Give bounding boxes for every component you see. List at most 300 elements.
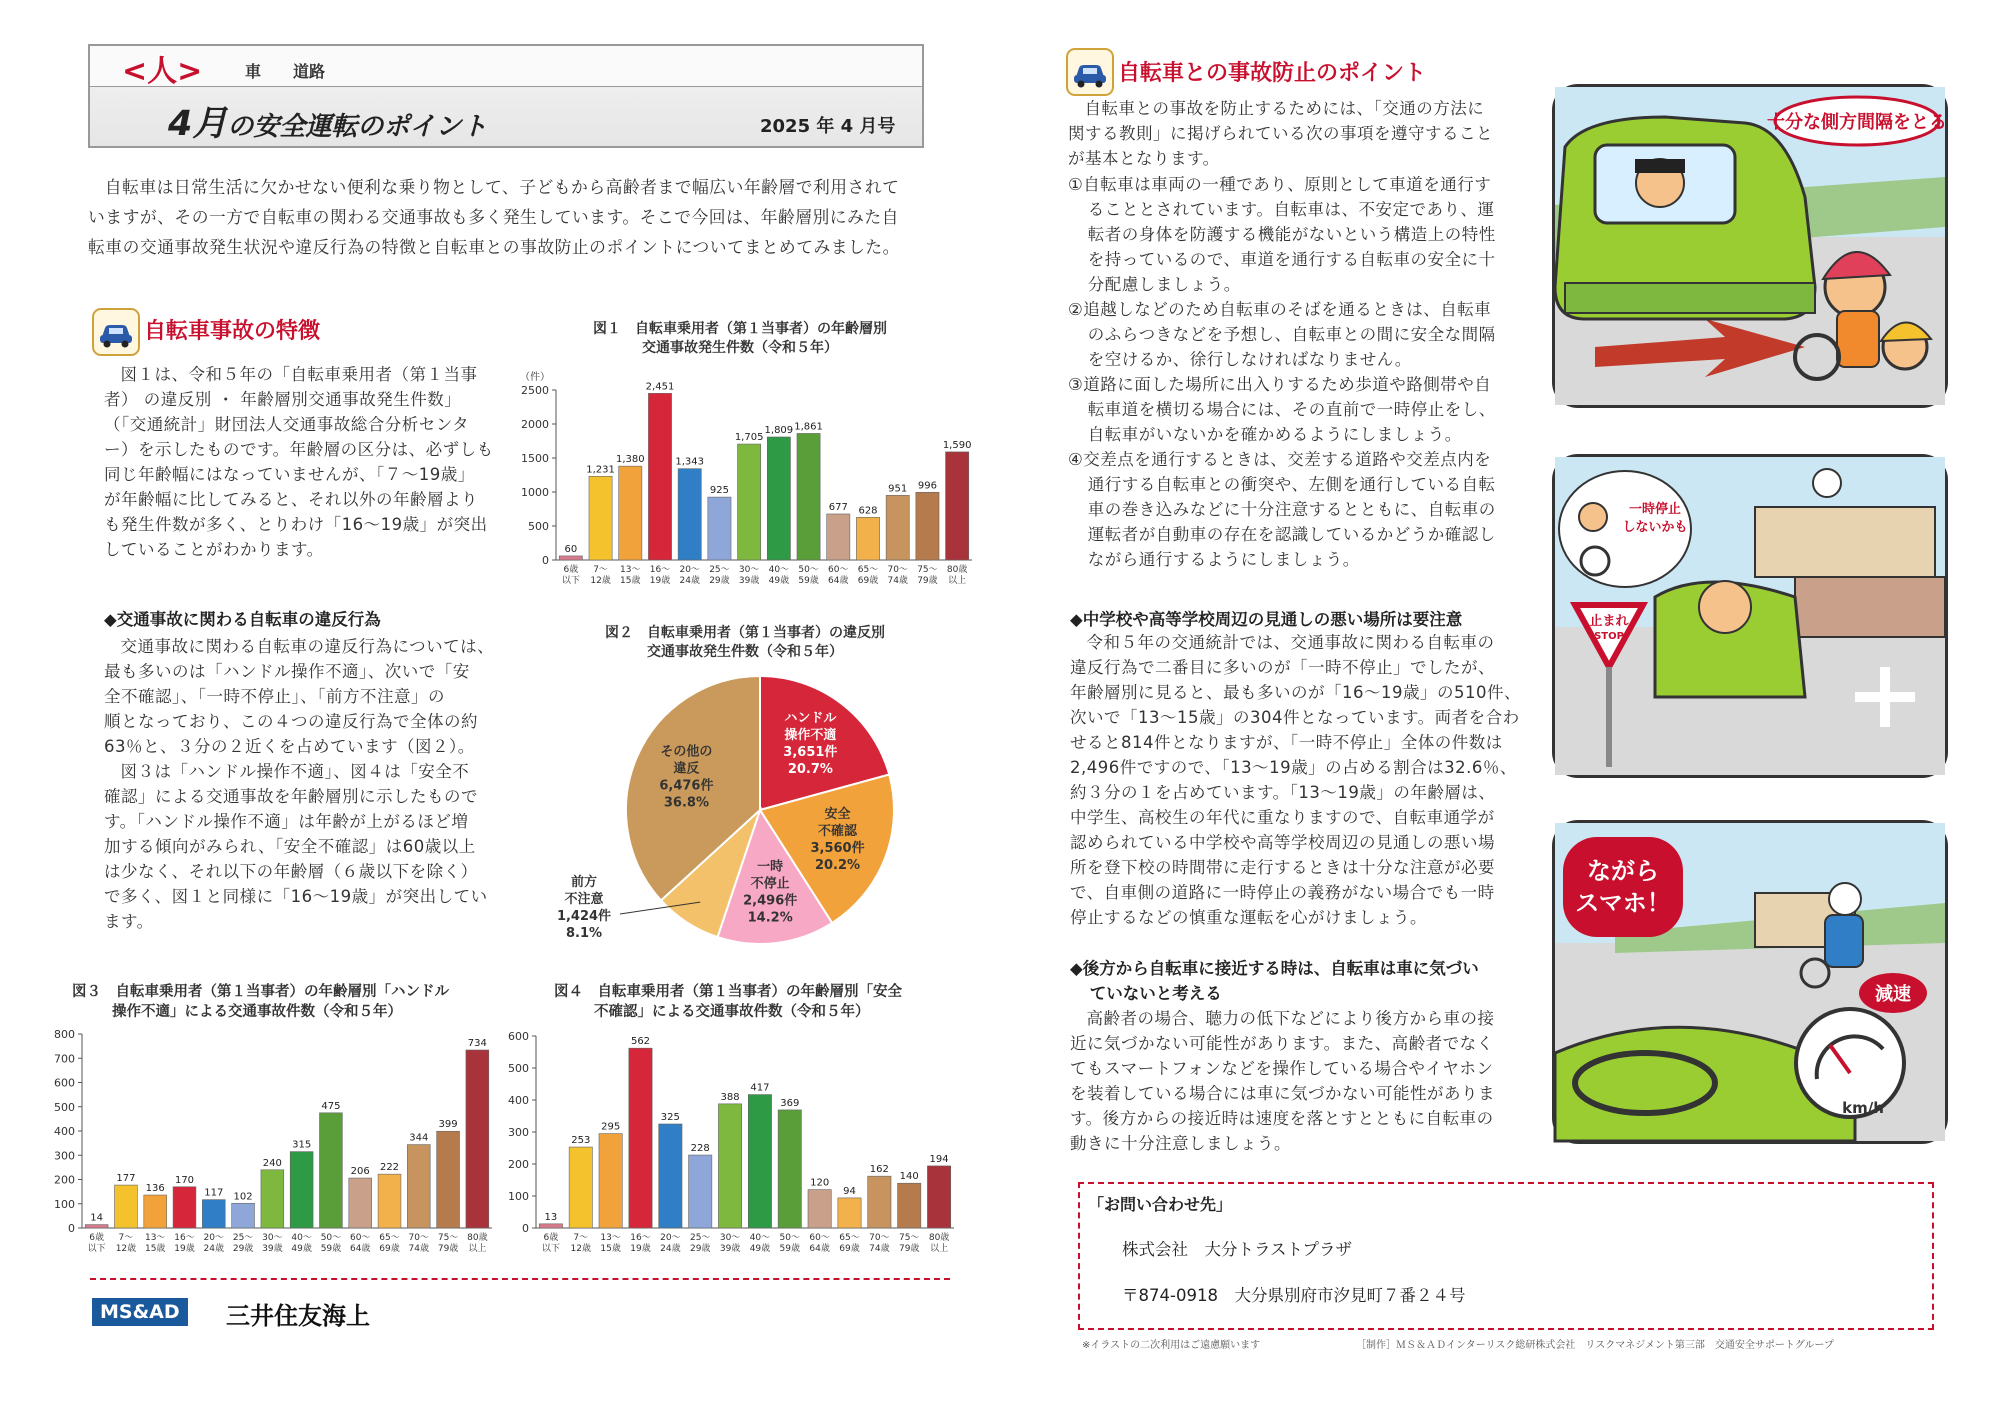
section2-sub2-paragraph [1070,1006,1550,1156]
x-tick-label: 69歳 [379,1244,400,1254]
ill3-bubble-line2: スマホ！ [1575,889,1671,917]
contact-label: 「お問い合わせ先」 [1088,1195,1233,1214]
bar [569,1147,592,1228]
section2-title: 自転車との事故防止のポイント [1118,61,1427,86]
bar [599,1134,622,1228]
x-tick-label: 69歳 [839,1244,860,1254]
x-tick-label: 40～ [749,1233,771,1243]
illustration-usage-note: ※イラストの二次利用はご遠慮願います [1082,1340,1261,1351]
data-label: 140 [899,1171,919,1183]
x-tick-label: 20～ [203,1233,225,1243]
slice-label: ハンドル [784,710,837,726]
section2-items [1068,172,1548,572]
slice-label: 不注意 [564,892,604,907]
section1-sub-line: 加する傾向がみられ、「安全不確認」は60歳以上 [104,837,476,856]
rule-line: を空けるか、徐行しなければなりません。 [1087,350,1412,369]
sub1-line: 次いで「13～15歳」の304件となっています。両者を合わ [1070,708,1520,727]
bar [407,1145,430,1228]
ill3-slow-text: 減速 [1875,984,1911,1005]
data-label: 925 [709,485,729,497]
x-tick-label: 6歳 [563,565,579,575]
x-tick-label: 79歳 [437,1244,459,1254]
bar [886,495,909,560]
bar [539,1224,562,1228]
data-label: 369 [780,1097,800,1109]
bar [927,1166,950,1228]
x-tick-label: 30～ [262,1233,283,1243]
fig3-title-line1: 図３ 自転車乗用者（第１当事者）の年齢層別「ハンドル [72,984,449,1000]
x-tick-label: 74歳 [869,1244,890,1254]
data-label: 2,451 [645,381,675,393]
sub1-line: 約３分の１を占めています。「13～19歳」の年齢層は、 [1070,783,1496,802]
bar [378,1174,401,1228]
x-tick-label: 60～ [349,1233,371,1243]
section2-intro-line: 自転車との事故を防止するためには、「交通の方法に [1084,99,1485,118]
slice-percent: 14.2% [747,910,793,926]
header-mark: <人> [122,54,203,89]
x-tick-label: 64歳 [349,1244,371,1254]
y-tick-label: 500 [528,520,549,533]
slice-percent: 20.7% [787,761,833,777]
x-tick-label: 49歳 [291,1244,312,1254]
data-label: 102 [233,1191,253,1203]
bar [619,466,642,560]
bar [232,1203,255,1228]
x-tick-label: 以下 [541,1244,560,1254]
rule-line: 運転者が自動車の存在を認識しているかどうか確認し [1087,525,1496,544]
fig4-title [554,982,984,1022]
section2-intro [1068,96,1538,171]
data-label: 475 [321,1100,341,1112]
x-tick-label: 59歳 [320,1244,342,1254]
intro-line: 自転車は日常生活に欠かせない便利な乗り物として、子どもから高齢者まで幅広い年齢層で利用されて [104,177,900,197]
x-tick-label: 7～ [118,1233,134,1243]
bar [648,393,671,560]
x-tick-label: 以上 [930,1244,949,1254]
production-credit: ［制作］ＭＳ＆ＡＤインターリスク総研株式会社 リスクマネジメント第三部 交通安全サポートグループ [1356,1340,1834,1351]
section1-sub-line: 図３は「ハンドル操作不適」、図４は「安全不 [120,762,470,781]
x-tick-label: 7～ [593,565,608,575]
bar [659,1124,682,1228]
x-tick-label: 30～ [719,1233,741,1243]
data-label: 325 [660,1112,680,1123]
slice-count: 6,476件 [659,778,714,794]
msad-logo: MS&AD [92,1298,188,1326]
y-tick-label: 0 [68,1222,75,1235]
bar [349,1178,372,1228]
sub2-line: てもスマートフォンなどを操作している場合やイヤホン [1070,1059,1494,1078]
x-tick-label: 6歳 [89,1233,105,1243]
fig1-title-line1: 図１ 自転車乗用者（第１当事者）の年齢層別 [593,321,887,337]
section1-line: していることがわかります。 [104,540,324,559]
section2-sub1-paragraph [1070,630,1550,930]
bar [437,1131,460,1228]
data-label: 1,861 [794,421,823,433]
intro-text [88,172,928,262]
data-label: 1,343 [675,456,705,468]
rule-line: 通行する自転車との衝突や、左側を通行している自転 [1087,475,1496,494]
x-tick-label: 39歳 [738,576,760,586]
y-tick-label: 600 [54,1076,75,1090]
section1-paragraph [104,362,514,562]
x-tick-label: 30～ [738,565,760,575]
x-tick-label: 12歳 [590,576,611,586]
data-label: 344 [409,1132,429,1144]
section1-sub-paragraph [104,634,514,934]
x-tick-label: 7～ [573,1233,589,1243]
section1-line: 図１は、令和５年の「自転車乗用者（第１当事 [120,365,478,384]
x-tick-label: 69歳 [857,576,879,586]
y-tick-label: 2000 [521,418,549,431]
sub2-heading-line2: ていないと考える [1089,984,1222,1003]
x-tick-label: 59歳 [779,1244,801,1254]
slice-count: 3,560件 [810,840,865,856]
fig3-title [72,982,512,1022]
y-tick-label: 200 [54,1173,75,1187]
sub2-line: 高齢者の場合、聴力の低下などにより後方から車の接 [1086,1009,1495,1028]
page-title [168,96,487,146]
header-top-band [90,46,922,87]
bar [290,1152,313,1228]
bar [559,556,582,560]
x-tick-label: 50～ [779,1233,801,1243]
x-tick-label: 15歳 [600,1244,621,1254]
x-tick-label: 以下 [561,576,580,586]
data-label: 562 [630,1036,651,1048]
illustration-stop [1552,454,1948,778]
bar [466,1050,489,1228]
y-tick-label: 1000 [521,486,549,499]
y-tick-label: 500 [54,1100,75,1114]
company-logo-text: 三井住友海上 [226,1302,370,1330]
sub2-line: を装着している場合には車に気づかない可能性がありま [1070,1084,1495,1103]
y-tick-label: 700 [54,1052,75,1066]
x-tick-label: 12歳 [115,1244,137,1254]
fig2-title-line1: 図２ 自転車乗用者（第１当事者）の違反別 [605,625,885,641]
page-title-month: 4月 [168,104,228,144]
section1-sub-line: 交通事故に関わる自転車の違反行為については、 [120,637,495,656]
data-label: 240 [262,1157,282,1169]
sub1-line: 中学生、高校生の年代に重なりますので、自転車通学が [1070,808,1495,827]
ill2-bubble-line2: しないかも [1622,520,1688,535]
fig2-title [565,624,925,662]
data-label: 94 [843,1185,856,1197]
rule-line: ①自転車は車両の一種であり、原則として車道を通行す [1068,175,1492,194]
x-tick-label: 50～ [798,565,819,575]
rule-line: 車の巻き込みなどに十分注意するとともに、自転車の [1087,500,1496,519]
bar [856,517,879,560]
x-tick-label: 13～ [144,1233,166,1243]
section1-sub-line: 順となっており、この４つの違反行為で全体の約 [104,712,478,731]
bar [320,1113,343,1228]
rule-item-1 [1068,172,1548,297]
y-tick-label: 400 [508,1094,529,1107]
sub1-line: 2,496件ですので、「13～19歳」の占める割合は32.6％、 [1070,758,1517,777]
data-label: 14 [90,1212,104,1224]
section1-sub-line: 全不確認」、「一時不停止」、「前方不注意」の [104,687,445,706]
issue-date: 2025 年 4 月号 [760,116,896,137]
fig2-chart [548,664,928,958]
data-label: 996 [917,480,937,492]
illustration-phone [1552,820,1948,1144]
x-tick-label: 49歳 [749,1244,771,1254]
ill3-speed-unit: km/h [1842,1099,1884,1117]
y-tick-label: 400 [54,1125,75,1138]
bar [718,1104,741,1228]
y-tick-label: 100 [54,1197,75,1211]
rule-line: 自転車がいないかを確かめるようにしましょう。 [1087,425,1462,444]
data-label: 117 [204,1187,224,1199]
x-tick-label: 20～ [679,565,700,575]
bar [261,1170,284,1228]
sub1-line: 認められている中学校や高等学校周辺の見通しの悪い場 [1070,833,1495,852]
bar [708,497,731,560]
rule-line: ③道路に面した場所に出入りするため歩道や路側帯や自 [1068,375,1492,394]
x-tick-label: 以上 [468,1244,487,1254]
x-tick-label: 25～ [709,565,730,575]
x-tick-label: 15歳 [144,1244,166,1254]
sub2-heading-line1: ◆後方から自転車に接近する時は、自転車は車に気づい [1070,959,1479,978]
data-label: 951 [888,483,908,495]
section1-sub-line: 63％と、３分の２近くを占めています（図２）。 [104,737,475,756]
section2-intro-line: 関する教則」に掲げられている次の事項を遵守すること [1068,124,1493,143]
x-tick-label: 60～ [809,1233,830,1243]
car-icon [1066,48,1114,96]
data-label: 399 [438,1119,458,1131]
fig4-title-line2: 不確認」による交通事故件数（令和５年） [594,1004,870,1020]
rule-item-3 [1068,372,1548,447]
data-label: 1,380 [615,454,645,466]
section1-sub-line: は少なく、それ以下の年齢層（６歳以下を除く） [104,862,478,881]
contact-box [1078,1182,1934,1330]
x-tick-label: 6歳 [543,1233,559,1243]
fig4-title-line1: 図４ 自転車乗用者（第１当事者）の年齢層別「安全 [554,984,902,1000]
sub2-line: 動きに十分注意しましょう。 [1070,1134,1291,1153]
x-tick-label: 74歳 [408,1244,430,1254]
x-tick-label: 29歳 [232,1244,254,1254]
section1-line: ー）を示したものです。年齢層の区分は、必ずしも [104,440,494,459]
bar [173,1187,196,1228]
y-tick-label: 600 [508,1030,529,1043]
x-tick-label: 19歳 [649,576,671,586]
rule-line: を持っているので、車道を通行する自転車の安全に十 [1087,250,1496,269]
x-tick-label: 29歳 [709,576,730,586]
section1-sub-line: で多く、図１と同様に「16～19歳」が突出してい [104,887,488,906]
section1-line: 者） の違反別 ・ 年齢層別交通事故発生件数」 [104,390,462,409]
y-tick-label: 500 [508,1062,529,1075]
data-label: 734 [467,1038,487,1050]
y-tick-label: 2500 [521,384,549,397]
rule-line: 転車道を横切る場合には、その直前で一時停止をし、 [1087,400,1496,419]
y-tick-label: 200 [508,1158,529,1171]
bar [589,476,612,560]
data-label: 1,809 [764,424,794,436]
x-tick-label: 15歳 [620,576,641,586]
x-tick-label: 65～ [379,1233,400,1243]
bar [115,1185,138,1228]
x-tick-label: 25～ [689,1233,711,1243]
section1-line: も発生件数が多く、とりわけ「16～19歳」が突出 [104,515,488,534]
data-label: 1,231 [586,464,615,476]
x-tick-label: 40～ [768,565,790,575]
bar [629,1048,652,1228]
x-tick-label: 13～ [600,1233,621,1243]
bar [144,1195,167,1228]
section1-line: （「交通統計」財団法人交通事故総合分析センタ [104,415,470,434]
x-tick-label: 75～ [437,1233,459,1243]
section1-sub-line: 確認」による交通事故を年齢層別に示したもので [104,787,478,806]
bar [748,1095,771,1228]
data-label: 417 [750,1082,770,1094]
slice-count: 2,496件 [743,893,798,909]
slice-percent: 8.1% [565,926,603,941]
fig3-chart [54,1022,498,1266]
x-tick-label: 80歳 [928,1233,950,1243]
rule-line: ることとされています。自転車は、不安定であり、運 [1087,200,1495,219]
x-tick-label: 79歳 [898,1244,920,1254]
fig1-chart [518,360,978,604]
x-tick-label: 60～ [828,565,849,575]
bar [808,1190,831,1228]
x-tick-label: 65～ [839,1233,860,1243]
bar [916,492,939,560]
x-tick-label: 19歳 [174,1244,195,1254]
y-tick-label: 0 [542,554,549,567]
sub1-line: 違反行為で二番目に多いのが「一時不停止」でしたが、 [1070,658,1495,677]
data-label: 1,590 [942,439,972,451]
data-label: 120 [810,1177,830,1189]
x-tick-label: 64歳 [828,576,849,586]
bar [678,469,701,560]
x-tick-label: 16～ [649,565,671,575]
x-tick-label: 80歳 [467,1233,488,1243]
x-tick-label: 59歳 [798,576,819,586]
x-tick-label: 20～ [660,1233,681,1243]
y-tick-label: 0 [522,1222,529,1235]
x-tick-label: 29歳 [689,1244,711,1254]
data-label: 295 [601,1121,621,1133]
rule-line: 転者の身体を防護する機能がないという構造上の特性 [1087,225,1496,244]
data-label: 177 [116,1173,136,1185]
slice-label: 安全 [824,806,851,822]
x-tick-label: 24歳 [679,576,700,586]
data-label: 162 [869,1164,889,1176]
bar [827,514,850,560]
bar [689,1155,712,1228]
x-tick-label: 64歳 [809,1244,830,1254]
section1-line: が年齢幅に比してみると、それ以外の年齢層より [104,490,478,509]
x-tick-label: 13～ [620,565,641,575]
sub1-line: 停止するなどの慎重な運転を心がけましょう。 [1070,908,1427,927]
y-tick-label: 800 [54,1028,75,1041]
data-label: 222 [379,1162,400,1174]
x-tick-label: 70～ [887,565,908,575]
section1-sub-line: す。「ハンドル操作不適」は年齢が上がるほど増 [104,812,469,831]
ill2-sign-text: 止まれ [1589,614,1629,629]
y-axis-label: （件） [520,372,550,383]
section1-sub-line: 最も多いのは「ハンドル操作不適」、次いで「安 [104,662,470,681]
x-tick-label: 79歳 [917,576,938,586]
section1-title: 自転車事故の特徴 [144,319,321,344]
sub1-line: せると814件となりますが、「一時不停止」全体の件数は [1070,733,1503,752]
x-tick-label: 80歳 [946,565,968,575]
slice-label: 不停止 [750,876,790,892]
bar [767,437,790,560]
fig1-title-line2: 交通事故発生件数（令和５年） [642,340,838,356]
section2-sub1-heading: ◆中学校や高等学校周辺の見通しの悪い場所は要注意 [1070,610,1463,629]
y-tick-label: 1500 [521,452,549,465]
x-tick-label: 39歳 [719,1244,741,1254]
bar [838,1198,861,1228]
bar [202,1200,225,1228]
sub1-line: 所を登下校の時間帯に走行するときは十分な注意が必要 [1070,858,1495,877]
section1-sub-line: ます。 [104,912,154,931]
fig1-title [540,320,940,358]
ill2-sign-text-en: STOP [1594,631,1624,642]
data-label: 13 [544,1211,558,1223]
section-divider [90,1278,950,1280]
x-tick-label: 24歳 [660,1244,681,1254]
data-label: 228 [690,1143,710,1155]
data-label: 677 [828,501,848,513]
x-tick-label: 以下 [87,1244,106,1254]
rule-line: ながら通行するようにしましょう。 [1087,550,1360,569]
y-tick-label: 100 [508,1190,529,1203]
slice-label: 前方 [570,875,598,890]
page-title-rest: の安全運転のポイント [227,112,488,142]
slice-label: 不確認 [818,823,858,839]
rule-line: のふらつきなどを予想し、自転車との間に安全な間隔 [1087,325,1496,344]
x-tick-label: 40～ [291,1233,312,1243]
x-tick-label: 75～ [898,1233,920,1243]
x-tick-label: 24歳 [203,1244,225,1254]
car-icon [92,308,140,356]
slice-label: 操作不適 [784,727,837,743]
rule-line: 分配慮しましょう。 [1087,275,1241,294]
rule-line: ②追越しなどのため自転車のそばを通るときは、自転車 [1068,300,1492,319]
bar [797,433,820,560]
data-label: 60 [564,543,578,555]
sub2-line: す。後方からの接近時は速度を落とすとともに自転車の [1070,1109,1494,1128]
bar [778,1110,801,1228]
data-label: 388 [720,1091,740,1103]
slice-label: 違反 [673,761,700,777]
section1-line: 同じ年齢幅にはなっていませんが、「７～19歳」 [104,465,475,484]
header-category-2: 道路 [293,62,326,81]
y-tick-label: 300 [508,1126,529,1139]
x-tick-label: 16～ [630,1233,651,1243]
slice-label: その他の [660,744,713,760]
x-tick-label: 74歳 [887,576,908,586]
sub1-line: 令和５年の交通統計では、交通事故に関わる自転車の [1086,633,1495,652]
section2-sub2-heading [1070,956,1550,1006]
x-tick-label: 39歳 [262,1244,283,1254]
bar [898,1183,921,1228]
rule-item-4 [1068,447,1548,572]
slice-percent: 36.8% [663,795,709,811]
data-label: 170 [174,1174,195,1186]
data-label: 253 [571,1135,591,1147]
x-tick-label: 以上 [948,576,967,586]
slice-count: 1,424件 [556,909,612,924]
data-label: 136 [145,1183,165,1195]
data-label: 194 [929,1153,949,1165]
x-tick-label: 70～ [869,1233,890,1243]
fig4-chart [508,1024,960,1268]
rule-line: ④交差点を通行するときは、交差する道路や交差点内を [1068,450,1492,469]
illustration-side-gap [1552,84,1948,408]
section1-subheading: ◆交通事故に関わる自転車の違反行為 [104,610,381,629]
